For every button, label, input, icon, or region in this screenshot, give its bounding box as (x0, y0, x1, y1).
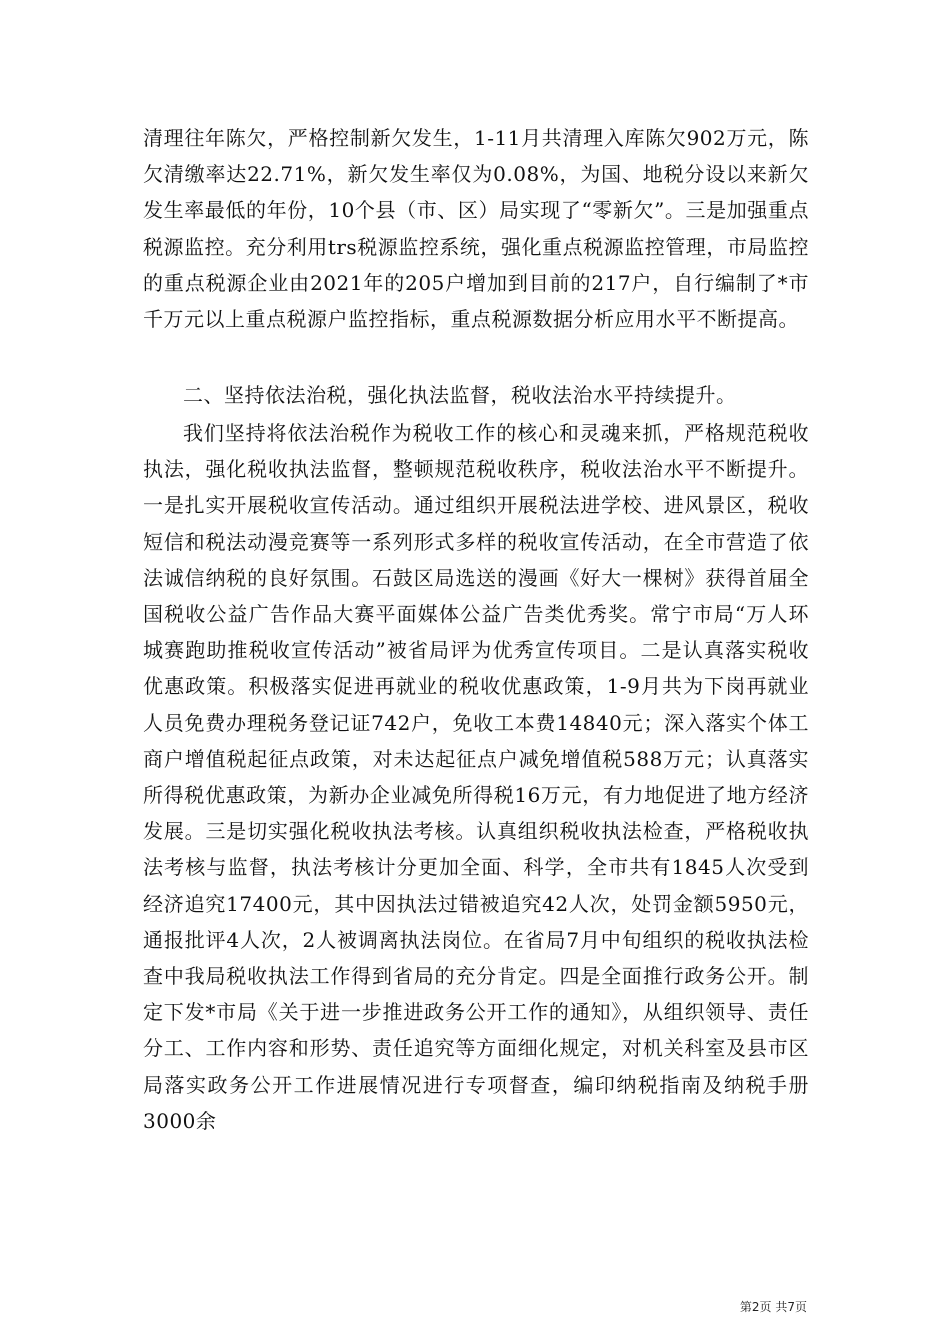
paragraph-continuation-block (143, 120, 809, 337)
section-heading-block (143, 377, 809, 413)
paragraph-main: 我们坚持将依法治税作为税收工作的核心和灵魂来抓，严格规范税收执法，强化税收执法监督，整顿规范税收秩序，税收法治水平不断提升。一是扎实开展税收宣传活动。通过组织开展税法进学校、进风景区，税收短信和税法动漫竞赛等一系列形式多样的税收宣传活动，在全市营造了依法诚信纳税的良好氛围。石鼓区局选送的漫画《好大一棵树》获得首届全国税收公益广告作品大赛平面媒体公益广告类优秀奖。常宁市局“万人环城赛跑助推税收宣传活动”被省局评为优秀宣传项目。二是认真落实税收优惠政策。积极落实促进再就业的税收优惠政策，1-9月共为下岗再就业人员免费办理税务登记证742户，免收工本费14840元；深入落实个体工商户增值税起征点政策，对未达起征点户减免增值税588万元；认真落实所得税优惠政策，为新办企业减免所得税16万元，有力地促进了地方经济发展。三是切实强化税收执法考核。认真组织税收执法检查，严格税收执法考核与监督，执法考核计分更加全面、科学，全市共有1845人次受到经济追究17400元，其中因执法过错被追究42人次，处罚金额5950元，通报批评4人次，2人被调离执法岗位。在省局7月中旬组织的税收执法检查中我局税收执法工作得到省局的充分肯定。四是全面推行政务公开。制定下发*市局《关于进一步推进政务公开工作的通知》，从组织领导、责任分工、工作内容和形势、责任追究等方面细化规定，对机关科室及县市区局落实政务公开工作进展情况进行专项督查，编印纳税指南及纳税手册3000余 (143, 421, 809, 1133)
section-heading: 二、坚持依法治税，强化执法监督，税收法治水平持续提升。 (183, 383, 737, 407)
page-number: 第2页 共7页 (739, 1300, 807, 1314)
paragraph-main-block (143, 415, 809, 1139)
paragraph-continuation: 清理往年陈欠，严格控制新欠发生，1-11月共清理入库陈欠902万元，陈欠清缴率达22.71%，新欠发生率仅为0.08%，为国、地税分设以来新欠发生率最低的年份，10个县（市、区）局实现了“零新欠”。三是加强重点税源监控。充分利用trs税源监控系统，强化重点税源监控管理，市局监控的重点税源企业由2021年的205户增加到目前的217户，自行编制了*市千万元以上重点税源户监控指标，重点税源数据分析应用水平不断提高。 (143, 126, 809, 332)
